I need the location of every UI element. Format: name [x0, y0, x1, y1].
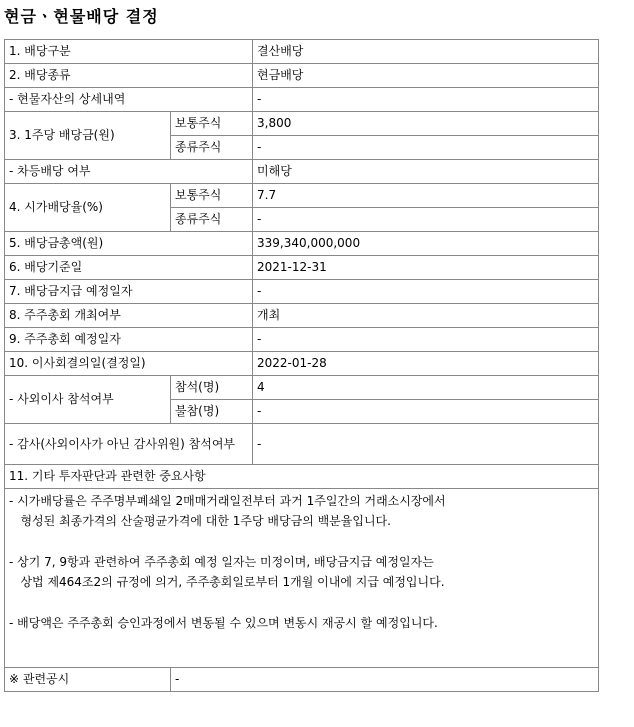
yield-preferred-label: 종류주식: [171, 208, 253, 232]
table-row: [5, 280, 599, 304]
auditor-attendance-label: - 감사(사외이사가 아닌 감사위원) 참석여부: [5, 424, 253, 465]
table-row: [5, 184, 599, 208]
yield-preferred-value: -: [253, 208, 599, 232]
payment-date-value: -: [253, 280, 599, 304]
note-line: 형성된 최종가격의 산술평균가격에 대한 1주당 배당금의 백분율입니다.: [9, 514, 391, 528]
agm-date-value: -: [253, 328, 599, 352]
outside-directors-label: - 사외이사 참석여부: [5, 376, 171, 424]
differential-dividend-value: 미해당: [253, 160, 599, 184]
other-matters-label: 11. 기타 투자판단과 관련한 중요사항: [5, 465, 599, 489]
table-row: [5, 88, 599, 112]
note-line: - 상기 7, 9항과 관련하여 주주총회 예정 일자는 미정이며, 배당금지급 예정일자는: [9, 555, 434, 569]
outside-directors-present-value: 4: [253, 376, 599, 400]
in-kind-detail-value: -: [253, 88, 599, 112]
dividend-type-label: 1. 배당구분: [5, 40, 253, 64]
agm-date-label: 9. 주주총회 예정일자: [5, 328, 253, 352]
note-line: 상법 제464조2의 규정에 의거, 주주총회일로부터 1개월 이내에 지급 예정입니다.: [9, 575, 445, 589]
page-title: 현금ㆍ현물배당 결정: [4, 7, 159, 26]
yield-common-label: 보통주식: [171, 184, 253, 208]
yield-common-value: 7.7: [253, 184, 599, 208]
table-row: [5, 256, 599, 280]
table-row: [5, 489, 599, 668]
table-row: [5, 40, 599, 64]
table-row: [5, 352, 599, 376]
differential-dividend-label: - 차등배당 여부: [5, 160, 253, 184]
outside-directors-absent-label: 불참(명): [171, 400, 253, 424]
record-date-value: 2021-12-31: [253, 256, 599, 280]
note-line: - 배당액은 주주총회 승인과정에서 변동될 수 있으며 변동시 재공시 할 예정입니다.: [9, 616, 438, 630]
table-row: [5, 160, 599, 184]
total-dividend-value: 339,340,000,000: [253, 232, 599, 256]
table-row: [5, 304, 599, 328]
payment-date-label: 7. 배당금지급 예정일자: [5, 280, 253, 304]
table-row: [5, 232, 599, 256]
board-resolution-value: 2022-01-28: [253, 352, 599, 376]
yield-label: 4. 시가배당율(%): [5, 184, 171, 232]
total-dividend-label: 5. 배당금총액(원): [5, 232, 253, 256]
table-row: [5, 465, 599, 489]
table-row: [5, 328, 599, 352]
agm-held-value: 개최: [253, 304, 599, 328]
record-date-label: 6. 배당기준일: [5, 256, 253, 280]
table-row: [5, 112, 599, 136]
other-matters-notes: [5, 489, 599, 668]
disclosure-table: [4, 39, 599, 692]
table-row: [5, 376, 599, 400]
outside-directors-absent-value: -: [253, 400, 599, 424]
table-row: [5, 424, 599, 465]
dps-common-value: 3,800: [253, 112, 599, 136]
board-resolution-label: 10. 이사회결의일(결정일): [5, 352, 253, 376]
outside-directors-present-label: 참석(명): [171, 376, 253, 400]
in-kind-detail-label: - 현물자산의 상세내역: [5, 88, 253, 112]
dividend-kind-label: 2. 배당종류: [5, 64, 253, 88]
dps-common-label: 보통주식: [171, 112, 253, 136]
dividend-kind-value: 현금배당: [253, 64, 599, 88]
dps-label: 3. 1주당 배당금(원): [5, 112, 171, 160]
table-row: [5, 64, 599, 88]
auditor-attendance-value: -: [253, 424, 599, 465]
note-line: - 시가배당률은 주주명부폐쇄일 2매매거래일전부터 과거 1주일간의 거래소시장에서: [9, 494, 446, 508]
table-row: [5, 668, 599, 692]
agm-held-label: 8. 주주총회 개최여부: [5, 304, 253, 328]
dps-preferred-label: 종류주식: [171, 136, 253, 160]
dividend-type-value: 결산배당: [253, 40, 599, 64]
related-disclosure-label: ※ 관련공시: [5, 668, 171, 692]
dps-preferred-value: -: [253, 136, 599, 160]
related-disclosure-value: -: [171, 668, 599, 692]
